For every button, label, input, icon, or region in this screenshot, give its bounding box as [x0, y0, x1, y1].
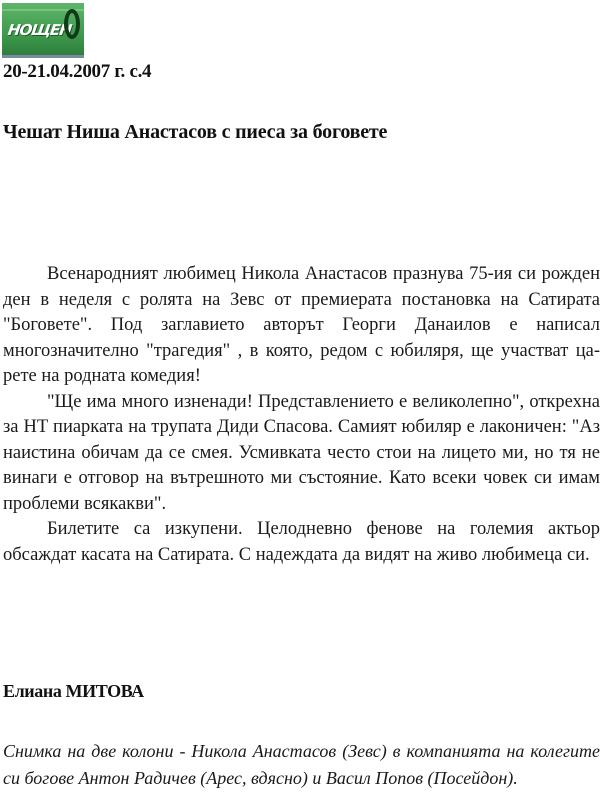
article-paragraph: Билетите са изкупени. Целодневно фенове на големия актьор обсаждат касата на Сатирата. С надеждата да видят на живо любимеца си. — [3, 519, 600, 565]
article-paragraph: Всенародният любимец Никола Анастасов празнува 75-ия си рожден ден в неделя с ролята на Зевс от премиерата постановка на Сатирата "Боговете". Под заглавието авторът Георги Данаилов е написал многозначително "трагедия" , в която, редом с юбиляря, ще участват ца-рете на родната комедия! — [3, 264, 600, 386]
article-body — [3, 262, 600, 568]
article-paragraph: "Ще има много изненади! Представлението е великолепно", открехна за НТ пиарката на трупата Диди Спасова. Самият юбиляр е лаконичен: "Аз наистина обичам да се смея. Усмивката често стои на лицето ми, но тя не винаги е отговор на вътрешното ми състояние. Като всеки човек си имам проблеми всякакви". — [3, 391, 600, 514]
logo-text: НОЩЕН — [6, 21, 73, 39]
issue-date-line: 20-21.04.2007 г. с.4 — [3, 61, 152, 82]
logo-mark-icon — [64, 9, 80, 39]
article-headline: Чешат Ниша Анастасов с пиеса за боговете — [3, 121, 388, 143]
newspaper-logo — [2, 3, 84, 58]
article-author: Елиана МИТОВА — [3, 681, 144, 701]
photo-caption: Снимка на две колони - Никола Анастасов (Зевс) в компанията на колегите си богове Антон Радичев (Арес, вдясно) и Васил Попов (Посейдон). — [3, 741, 600, 788]
